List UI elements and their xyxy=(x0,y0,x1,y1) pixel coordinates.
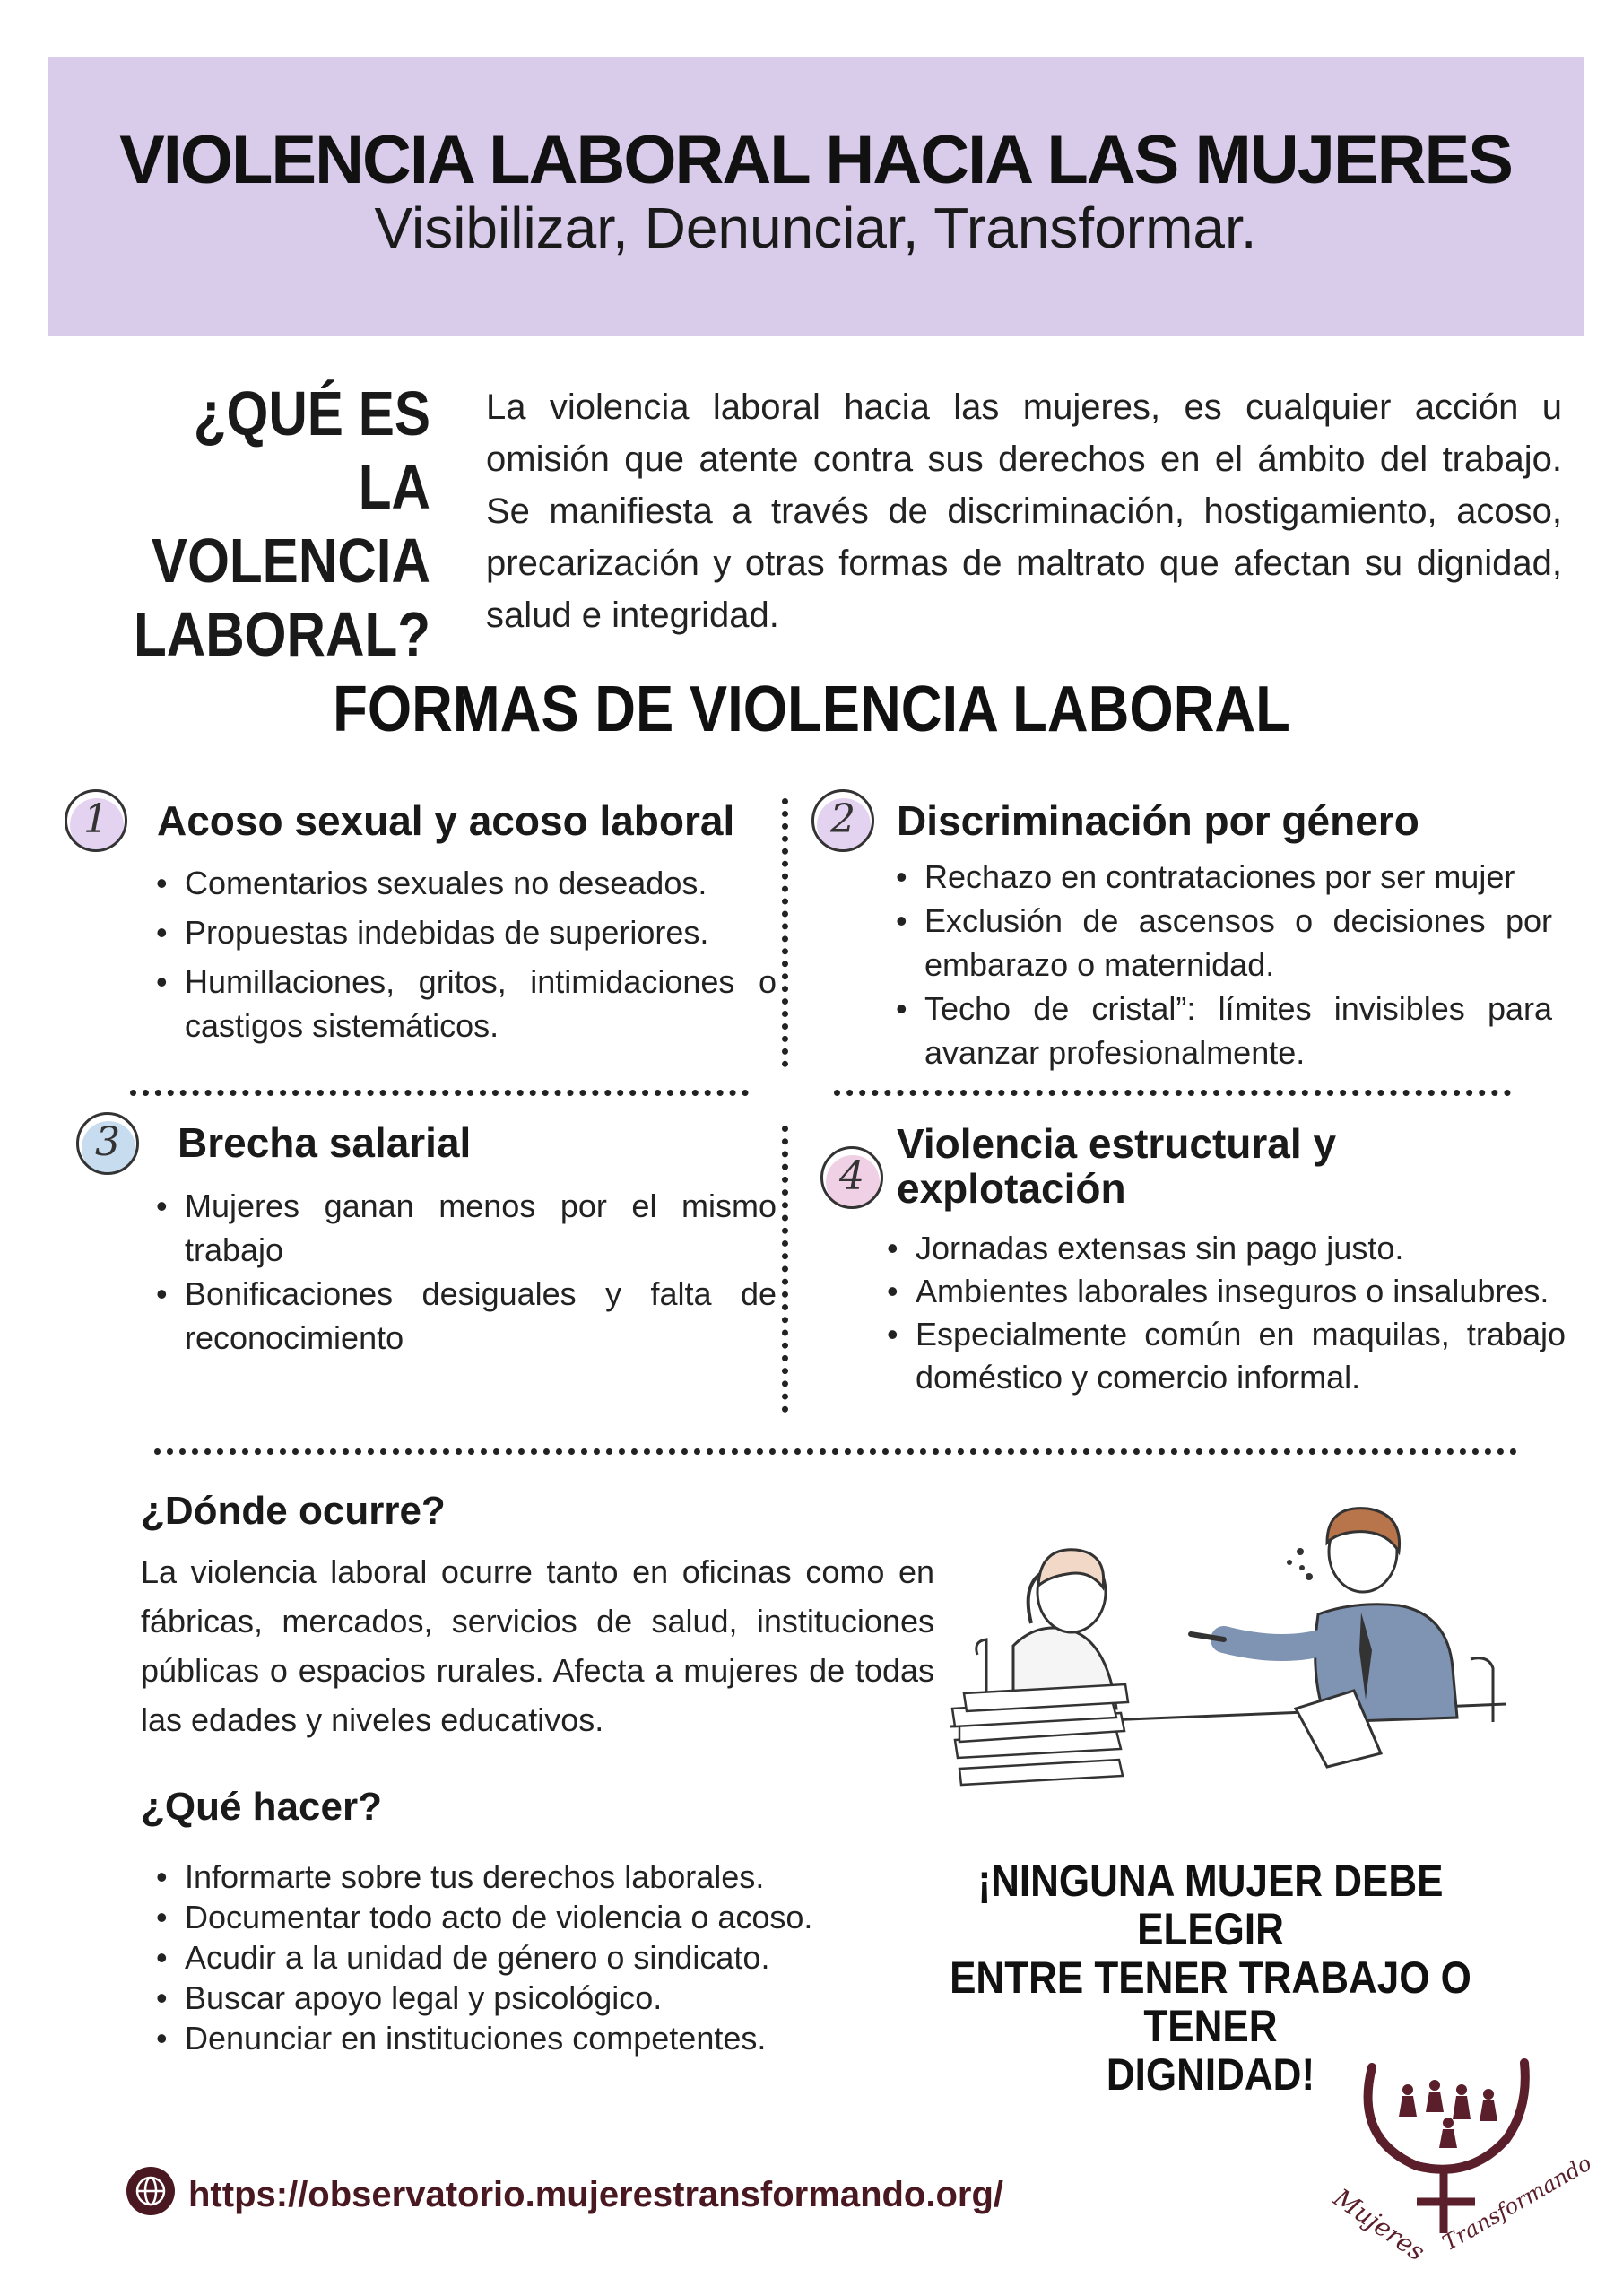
que-hacer-list xyxy=(152,1857,929,2058)
vertical-divider xyxy=(782,1126,788,1413)
number-4: 4 xyxy=(820,1146,883,1209)
list-item: • Exclusión de ascensos o decisiones por embarazo o maternidad. xyxy=(924,899,1552,987)
list-item: • Especialmente común en maquilas, trabajo doméstico y comercio informal. xyxy=(916,1313,1566,1399)
header-banner xyxy=(48,57,1584,336)
vertical-divider xyxy=(782,798,788,1067)
logo-word-transformando: Transformando xyxy=(1438,2150,1596,2257)
horizontal-divider xyxy=(834,1090,1511,1096)
list-item: • Techo de cristal”: límites invisibles para avanzar profesionalmente. xyxy=(924,987,1552,1074)
list-item: • Humillaciones, gritos, intimidaciones o castigos sistemáticos. xyxy=(185,960,777,1048)
list-item: • Denunciar en instituciones competentes. xyxy=(185,2018,929,2058)
formas-heading: FORMAS DE VIOLENCIA LABORAL xyxy=(333,674,1290,745)
horizontal-divider xyxy=(154,1448,1517,1455)
website-link[interactable]: https://observatorio.mujerestransformando.org/ xyxy=(188,2175,1004,2214)
slogan-line: ¡NINGUNA MUJER DEBE ELEGIR xyxy=(977,1856,1444,1954)
section-1-title: Acoso sexual y acoso laboral xyxy=(157,797,735,844)
section-2-title: Discriminación por género xyxy=(897,797,1419,844)
office-conflict-illustration xyxy=(933,1489,1524,1794)
mujeres-transformando-logo xyxy=(1318,2040,1596,2267)
section-4-title-line: Violencia estructural y xyxy=(897,1120,1337,1167)
page-subtitle: Visibilizar, Denunciar, Transformar. xyxy=(374,196,1257,260)
number-2: 2 xyxy=(812,789,874,852)
list-item: • Mujeres ganan menos por el mismo trabajo xyxy=(185,1184,777,1272)
list-item: • Comentarios sexuales no deseados. xyxy=(185,861,777,905)
list-item: • Rechazo en contrataciones por ser mujer xyxy=(924,855,1552,899)
list-item: • Ambientes laborales inseguros o insalubres. xyxy=(916,1270,1566,1313)
donde-title: ¿Dónde ocurre? xyxy=(141,1489,446,1533)
que-hacer-title: ¿Qué hacer? xyxy=(141,1785,382,1829)
section-3-title: Brecha salarial xyxy=(178,1119,472,1166)
section-1-list xyxy=(152,861,777,1048)
section-4-list xyxy=(883,1227,1566,1399)
number-1: 1 xyxy=(65,789,127,852)
slogan-line: ENTRE TENER TRABAJO O TENER xyxy=(950,1952,1471,2051)
page-title: VIOLENCIA LABORAL HACIA LAS MUJERES xyxy=(119,122,1512,198)
section-3-list xyxy=(152,1184,777,1360)
what-is-heading xyxy=(122,377,430,671)
globe-icon xyxy=(126,2166,176,2216)
horizontal-divider xyxy=(130,1090,749,1096)
number-3-badge xyxy=(76,1112,148,1184)
list-item: • Propuestas indebidas de superiores. xyxy=(185,910,777,954)
donde-body: La violencia laboral ocurre tanto en oficinas como en fábricas, mercados, servicios de salud, instituciones públicas o espacios rurales. Afecta a mujeres de todas las edades y niveles educativos. xyxy=(141,1553,934,1738)
list-item: • Acudir a la unidad de género o sindicato. xyxy=(185,1937,929,1978)
section-4-title-line: explotación xyxy=(897,1165,1126,1212)
what-is-heading-line: LABORAL? xyxy=(133,599,431,669)
list-item: • Informarte sobre tus derechos laborales. xyxy=(185,1857,929,1897)
list-item: • Documentar todo acto de violencia o acoso. xyxy=(185,1897,929,1937)
slogan-line: DIGNIDAD! xyxy=(1106,2049,1315,2100)
number-1-badge xyxy=(65,789,136,861)
section-2-list xyxy=(892,855,1552,1074)
what-is-body: La violencia laboral hacia las mujeres, es cualquier acción u omisión que atente contra sus derechos en el ámbito del trabajo. Se manifiesta a través de discriminación, hostigamiento, acoso, precarización y otras formas de maltrato que afectan su dignidad, salud e integridad. xyxy=(486,387,1562,635)
list-item: • Bonificaciones desiguales y falta de reconocimiento xyxy=(185,1272,777,1360)
number-3: 3 xyxy=(76,1112,139,1175)
section-4-title xyxy=(897,1121,1336,1211)
number-4-badge xyxy=(820,1146,892,1218)
number-2-badge xyxy=(812,789,883,861)
list-item: • Buscar apoyo legal y psicológico. xyxy=(185,1978,929,2018)
what-is-heading-line: ¿QUÉ ES LA xyxy=(193,378,430,522)
logo-word-mujeres: Mujeres xyxy=(1327,2182,1431,2267)
what-is-heading-line: VOLENCIA xyxy=(151,526,431,596)
list-item: • Jornadas extensas sin pago justo. xyxy=(916,1227,1566,1270)
